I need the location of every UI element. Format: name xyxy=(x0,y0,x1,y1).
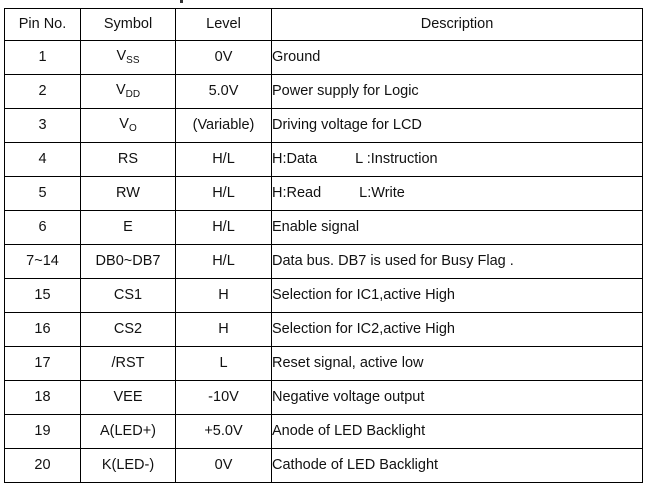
header-pin-no: Pin No. xyxy=(5,9,81,41)
pin-number: 4 xyxy=(5,143,81,177)
level-cell: H/L xyxy=(176,245,272,279)
symbol-cell xyxy=(81,75,176,109)
description-high: H:Data xyxy=(272,151,318,168)
symbol-cell: CS2 xyxy=(81,313,176,347)
symbol-cell: RS xyxy=(81,143,176,177)
pin-number: 20 xyxy=(5,449,81,483)
level-cell: H/L xyxy=(176,177,272,211)
table-row xyxy=(5,109,643,143)
description-cell: Selection for IC1,active High xyxy=(272,279,643,313)
table-row xyxy=(5,41,643,75)
symbol-text: V xyxy=(119,116,129,132)
symbol-cell: DB0~DB7 xyxy=(81,245,176,279)
description-low: L :Instruction xyxy=(355,151,438,168)
level-cell: H/L xyxy=(176,211,272,245)
header-level: Level xyxy=(176,9,272,41)
symbol-cell: VEE xyxy=(81,381,176,415)
symbol-subscript: DD xyxy=(125,89,141,100)
description-cell: Anode of LED Backlight xyxy=(272,415,643,449)
table-row xyxy=(5,75,643,109)
level-cell: H xyxy=(176,313,272,347)
symbol-cell: E xyxy=(81,211,176,245)
symbol-cell xyxy=(81,41,176,75)
table-row xyxy=(5,381,643,415)
table-row xyxy=(5,449,643,483)
pin-number: 2 xyxy=(5,75,81,109)
symbol-cell: /RST xyxy=(81,347,176,381)
symbol-cell: K(LED-) xyxy=(81,449,176,483)
pin-number: 18 xyxy=(5,381,81,415)
table-row xyxy=(5,245,643,279)
level-cell: 5.0V xyxy=(176,75,272,109)
pin-number: 6 xyxy=(5,211,81,245)
symbol-subscript: SS xyxy=(126,55,140,66)
description-cell: Driving voltage for LCD xyxy=(272,109,643,143)
description-cell: Negative voltage output xyxy=(272,381,643,415)
symbol-cell: A(LED+) xyxy=(81,415,176,449)
description-cell: Reset signal, active low xyxy=(272,347,643,381)
table-body xyxy=(5,41,643,483)
symbol-cell: CS1 xyxy=(81,279,176,313)
symbol-subscript: O xyxy=(128,123,137,134)
pin-number: 3 xyxy=(5,109,81,143)
level-cell: 0V xyxy=(176,41,272,75)
pin-number: 16 xyxy=(5,313,81,347)
cropped-glyph xyxy=(180,0,183,3)
level-cell: (Variable) xyxy=(176,109,272,143)
description-cell: Selection for IC2,active High xyxy=(272,313,643,347)
description-cell: Cathode of LED Backlight xyxy=(272,449,643,483)
cropped-previous-content xyxy=(0,0,647,8)
table-row xyxy=(5,177,643,211)
description-cell: Power supply for Logic xyxy=(272,75,643,109)
level-cell: +5.0V xyxy=(176,415,272,449)
description-cell: Ground xyxy=(272,41,643,75)
symbol-text: V xyxy=(116,48,127,64)
level-cell: -10V xyxy=(176,381,272,415)
description-cell xyxy=(272,177,643,211)
pin-description-table xyxy=(4,8,643,483)
header-description: Description xyxy=(272,9,643,41)
table-row xyxy=(5,415,643,449)
description-cell xyxy=(272,143,643,177)
table-row xyxy=(5,143,643,177)
level-cell: 0V xyxy=(176,449,272,483)
pin-number: 19 xyxy=(5,415,81,449)
description-high: H:Read xyxy=(272,185,322,202)
level-cell: H xyxy=(176,279,272,313)
symbol-cell xyxy=(81,109,176,143)
header-symbol: Symbol xyxy=(81,9,176,41)
table-row xyxy=(5,313,643,347)
pin-number: 5 xyxy=(5,177,81,211)
description-cell: Enable signal xyxy=(272,211,643,245)
table-header xyxy=(5,9,643,41)
pin-number: 1 xyxy=(5,41,81,75)
symbol-cell: RW xyxy=(81,177,176,211)
level-cell: H/L xyxy=(176,143,272,177)
symbol-text: V xyxy=(115,82,126,98)
pin-number: 15 xyxy=(5,279,81,313)
pin-number: 7~14 xyxy=(5,245,81,279)
table-row xyxy=(5,279,643,313)
pin-number: 17 xyxy=(5,347,81,381)
level-cell: L xyxy=(176,347,272,381)
table-row xyxy=(5,211,643,245)
table-row xyxy=(5,347,643,381)
description-cell: Data bus. DB7 is used for Busy Flag . xyxy=(272,245,643,279)
description-low: L:Write xyxy=(359,185,405,202)
header-row xyxy=(5,9,643,41)
